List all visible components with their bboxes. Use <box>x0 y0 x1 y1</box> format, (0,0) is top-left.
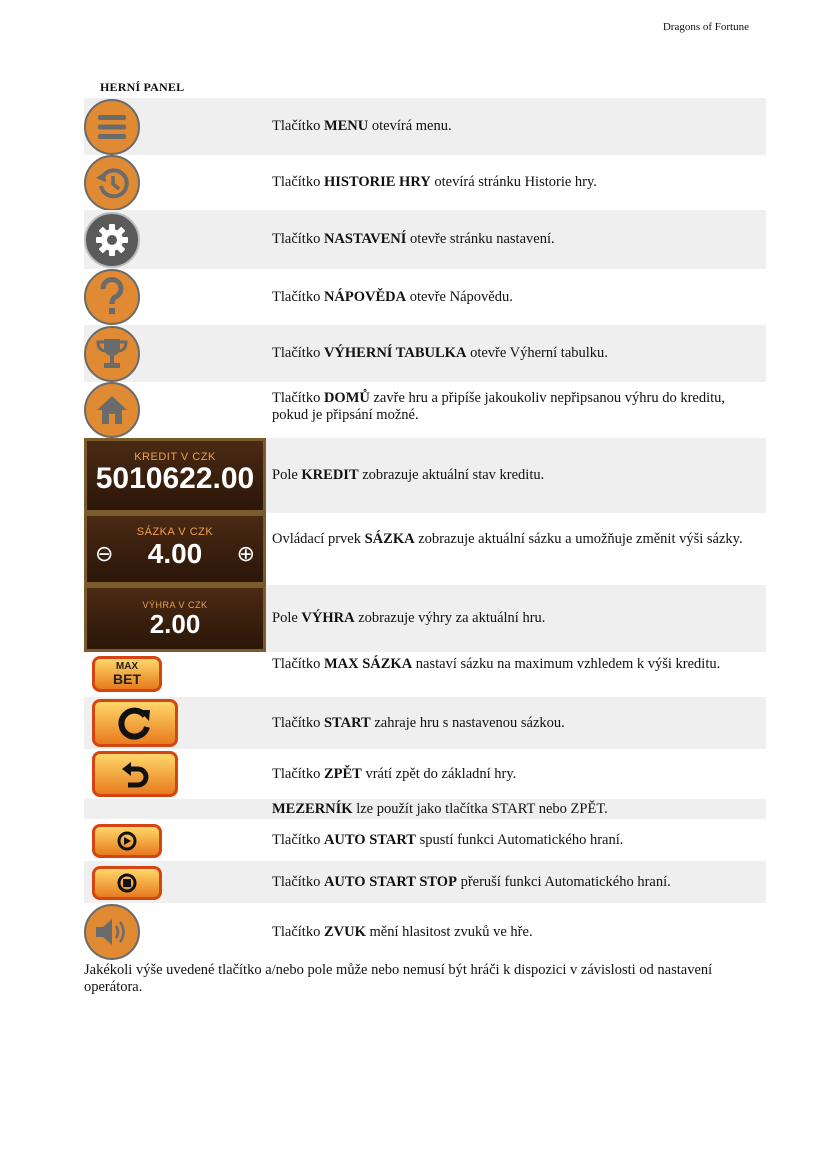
row-start <box>84 697 766 749</box>
row-desc-help: Tlačítko NÁPOVĚDA otevře Nápovědu. <box>272 288 513 305</box>
bet-value: 4.00 <box>147 538 203 569</box>
row-desc-home: Tlačítko DOMŮ zavře hru a připíše jakoukoliv nepřipsanou výhru do kreditu, pokud je připsání možné. <box>272 390 726 423</box>
trophy-icon <box>84 326 140 382</box>
bet-increase-button[interactable]: ⊕ <box>236 541 255 566</box>
autoplay-stop-icon <box>116 872 138 894</box>
footer-note: Jakékoli výše uvedené tlačítko a/nebo pole může nebo nemusí být hráči k dispozici v závislosti od nastavení operátora. <box>84 962 713 995</box>
row-autostart <box>84 819 766 861</box>
row-spacebar <box>84 799 766 819</box>
row-desc-sound: Tlačítko ZVUK mění hlasitost zvuků ve hře. <box>272 924 533 940</box>
history-icon <box>84 155 140 211</box>
row-back <box>84 749 766 799</box>
credit-panel <box>84 438 266 513</box>
row-desc-menu: Tlačítko MENU otevírá menu. <box>272 118 452 134</box>
row-desc-back: Tlačítko ZPĚT vrátí zpět do základní hry. <box>272 765 517 782</box>
menu-icon <box>84 99 140 155</box>
row-history <box>84 155 766 210</box>
row-desc-history: Tlačítko HISTORIE HRY otevírá stránku Historie hry. <box>272 174 597 190</box>
row-desc-autostart-stop: Tlačítko AUTO START STOP přeruší funkci Automatického hraní. <box>272 873 671 890</box>
credit-value: 5010622.00 <box>95 462 255 495</box>
row-desc-credit: Pole KREDIT zobrazuje aktuální stav kreditu. <box>272 467 545 483</box>
row-desc-win: Pole VÝHRA zobrazuje výhry za aktuální hru. <box>272 610 546 626</box>
win-value: 2.00 <box>149 609 201 639</box>
row-desc-paytable: Tlačítko VÝHERNÍ TABULKA otevře Výherní tabulku. <box>272 345 608 361</box>
section-title: HERNÍ PANEL <box>100 80 185 94</box>
max-bet-button[interactable]: MAX BET <box>92 656 162 692</box>
row-sound <box>84 903 766 961</box>
win-panel <box>84 585 266 652</box>
credit-label: KREDIT V CZK <box>134 451 216 463</box>
document-header-title: Dragons of Fortune <box>662 21 749 33</box>
bet-decrease-button[interactable]: ⊖ <box>95 541 114 566</box>
row-desc-bet: Ovládací prvek SÁZKA zobrazuje aktuální sázku a umožňuje změnit výši sázky. <box>272 531 743 547</box>
row-help <box>84 269 766 325</box>
row-max-bet <box>84 652 766 697</box>
row-menu <box>84 98 766 155</box>
row-desc-autostart: Tlačítko AUTO START spustí funkci Automatického hraní. <box>272 831 624 848</box>
row-bet <box>84 513 766 585</box>
autostart-stop-button[interactable] <box>92 866 162 900</box>
gear-icon <box>84 212 140 268</box>
row-win <box>84 585 766 652</box>
row-home <box>84 382 766 438</box>
bet-label: SÁZKA V CZK <box>136 526 214 538</box>
row-autostart-stop <box>84 861 766 903</box>
autostart-button[interactable] <box>92 824 162 858</box>
bet-panel <box>84 513 266 585</box>
win-label: VÝHRA V CZK <box>142 600 208 610</box>
autoplay-icon <box>116 830 138 852</box>
spin-icon <box>117 706 153 740</box>
start-button[interactable] <box>92 699 178 747</box>
question-icon <box>84 269 140 325</box>
sound-icon <box>84 904 140 960</box>
row-desc-max-bet: Tlačítko MAX SÁZKA nastaví sázku na maximum vzhledem k výši kreditu. <box>272 656 721 672</box>
undo-icon <box>120 760 150 788</box>
row-desc-spacebar: MEZERNÍK lze použít jako tlačítka START nebo ZPĚT. <box>272 800 608 817</box>
row-paytable <box>84 325 766 382</box>
home-icon <box>84 382 140 438</box>
row-settings <box>84 210 766 269</box>
control-description-table <box>84 98 766 961</box>
row-credit <box>84 438 766 513</box>
row-desc-start: Tlačítko START zahraje hru s nastavenou sázkou. <box>272 714 565 731</box>
back-button[interactable] <box>92 751 178 797</box>
row-desc-settings: Tlačítko NASTAVENÍ otevře stránku nastavení. <box>272 231 555 247</box>
